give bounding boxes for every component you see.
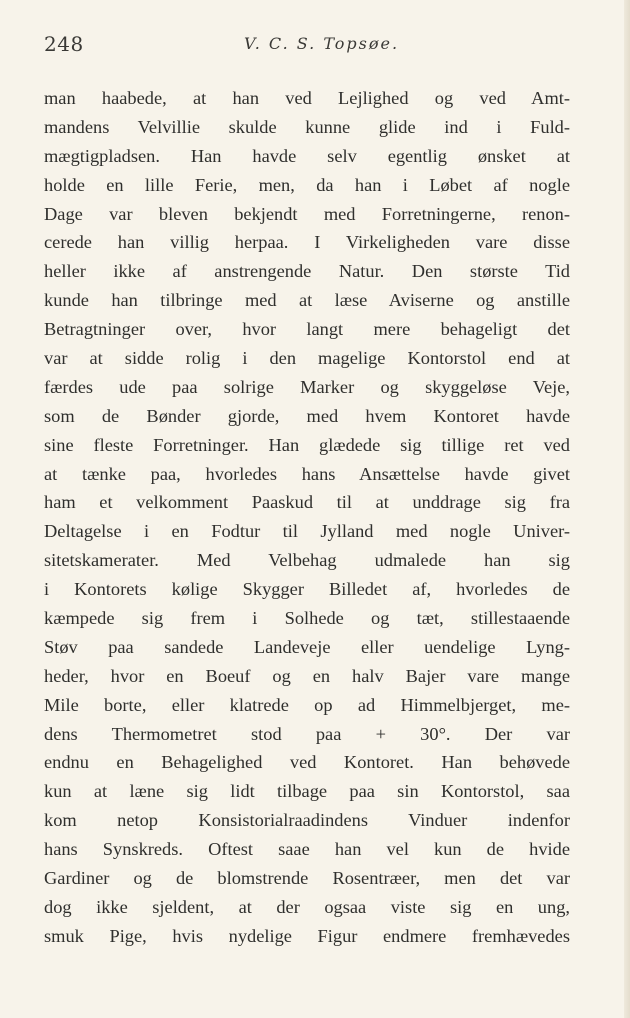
page-edge bbox=[624, 0, 630, 1018]
text-line: mægtigpladsen. Han havde selv egentlig ønsket at bbox=[44, 145, 570, 166]
body-text bbox=[44, 84, 570, 951]
text-line: kæmpede sig frem i Solhede og tæt, stillestaaende bbox=[44, 608, 570, 629]
text-line: i Kontorets kølige Skygger Billedet af, hvorledes de bbox=[44, 579, 570, 600]
text-line: var at sidde rolig i den magelige Kontorstol end at bbox=[44, 348, 570, 369]
text-line: kunde han tilbringe med at læse Aviserne og anstille bbox=[44, 290, 570, 311]
text-line: Gardiner og de blomstrende Rosentræer, men det var bbox=[44, 868, 570, 889]
text-line: endnu en Behagelighed ved Kontoret. Han behøvede bbox=[44, 752, 570, 773]
text-line: kun at læne sig lidt tilbage paa sin Kontorstol, saa bbox=[44, 781, 570, 802]
text-line: Betragtninger over, hvor langt mere behageligt det bbox=[44, 319, 570, 340]
text-line: færdes ude paa solrige Marker og skyggeløse Veje, bbox=[44, 376, 570, 397]
text-line: heder, hvor en Boeuf og en halv Bajer vare mange bbox=[44, 665, 570, 686]
text-line: man haabede, at han ved Lejlighed og ved Amt- bbox=[44, 88, 570, 108]
text-line: kom netop Konsistorialraadindens Vinduer indenfor bbox=[44, 810, 570, 831]
text-line: smuk Pige, hvis nydelige Figur endmere fremhævedes bbox=[44, 925, 570, 946]
page-number: 248 bbox=[44, 32, 84, 56]
text-line: sine fleste Forretninger. Han glædede sig tillige ret ved bbox=[44, 434, 570, 455]
text-line: Mile borte, eller klatrede op ad Himmelbjerget, me- bbox=[44, 694, 570, 715]
text-line: hans Synskreds. Oftest saae han vel kun de hvide bbox=[44, 839, 570, 860]
text-line: Dage var bleven bekjendt med Forretningerne, renon- bbox=[44, 203, 570, 224]
text-line: ham et velkomment Paaskud til at unddrage sig fra bbox=[44, 492, 570, 513]
text-line: sitetskamerater. Med Velbehag udmalede han sig bbox=[44, 550, 570, 571]
text-line: som de Bønder gjorde, med hvem Kontoret havde bbox=[44, 405, 570, 426]
text-line: mandens Velvillie skulde kunne glide ind i Fuld- bbox=[44, 116, 570, 137]
text-line: cerede han villig herpaa. I Virkeligheden vare disse bbox=[44, 232, 570, 253]
text-line: dens Thermometret stod paa + 30°. Der var bbox=[44, 723, 570, 744]
text-line: heller ikke af anstrengende Natur. Den største Tid bbox=[44, 261, 570, 282]
text-line: at tænke paa, hvorledes hans Ansættelse havde givet bbox=[44, 463, 570, 484]
text-line: holde en lille Ferie, men, da han i Løbet af nogle bbox=[44, 174, 570, 195]
running-head: V. C. S. Topsøe. bbox=[244, 34, 400, 53]
text-line: Deltagelse i en Fodtur til Jylland med nogle Univer- bbox=[44, 521, 570, 542]
page-header bbox=[44, 30, 570, 60]
text-line: Støv paa sandede Landeveje eller uendelige Lyng- bbox=[44, 636, 570, 657]
text-line: dog ikke sjeldent, at der ogsaa viste sig en ung, bbox=[44, 896, 570, 917]
